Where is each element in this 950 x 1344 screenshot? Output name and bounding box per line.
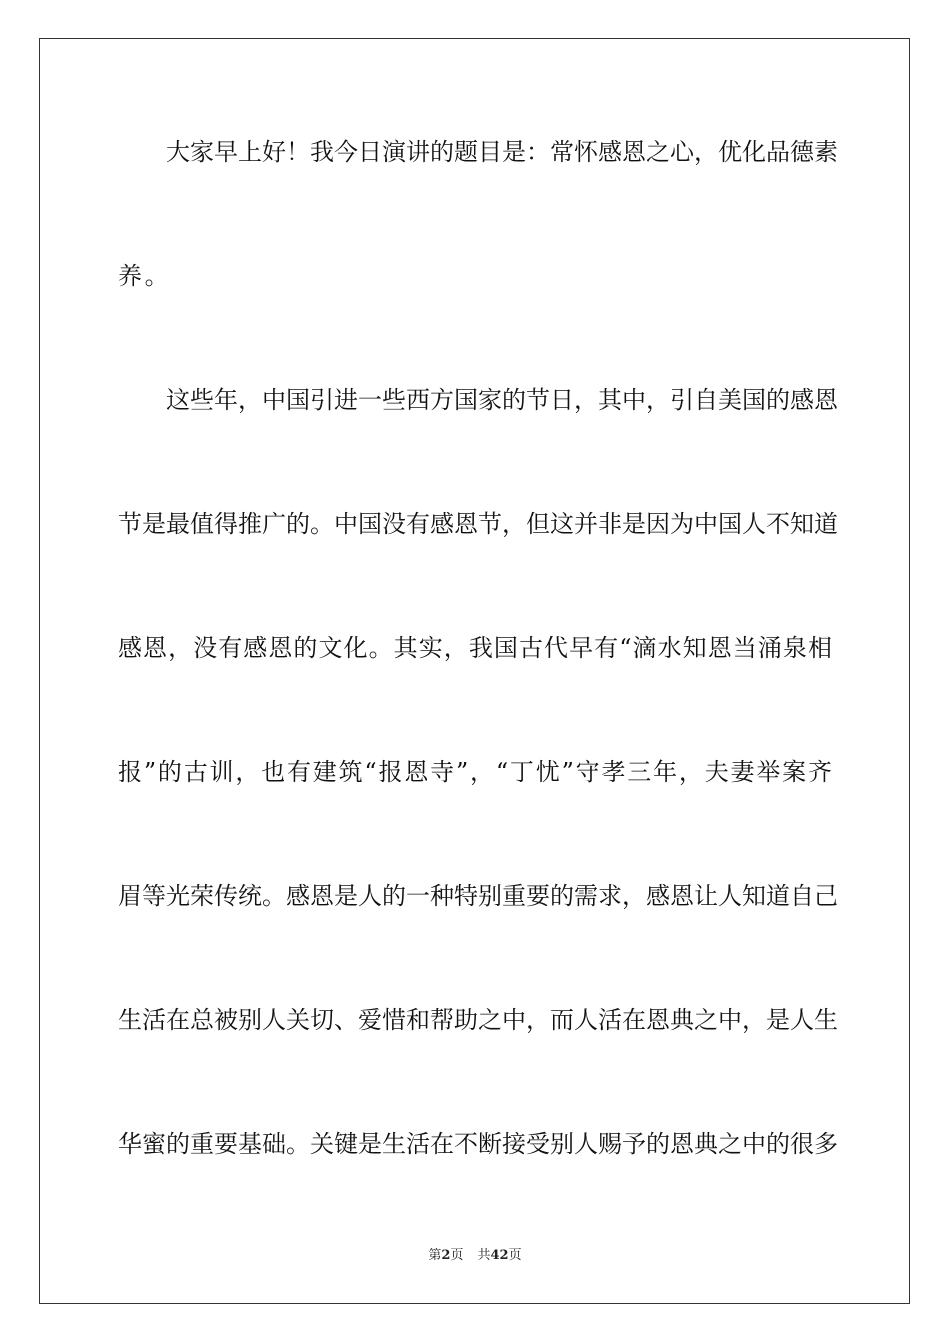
- text-line: 华蜜的重要基础。关键是生活在不断接受别人赐予的恩典之中的很多: [118, 1130, 838, 1158]
- text-line: 节是最值得推广的。中国没有感恩节，但这并非是因为中国人不知道: [118, 510, 838, 538]
- page-suffix: 页: [450, 1248, 464, 1263]
- page-number: 2: [441, 1248, 451, 1263]
- text-line: 大家早上好！我今日演讲的题目是：常怀感恩之心，优化品德素: [166, 138, 838, 166]
- text-line: 这些年，中国引进一些西方国家的节日，其中，引自美国的感恩: [166, 386, 838, 414]
- text-line: 养。: [118, 262, 172, 290]
- text-line: 生活在总被别人关切、爱惜和帮助之中，而人活在恩典之中，是人生: [118, 1006, 838, 1034]
- text-line: 感恩，没有感恩的文化。其实，我国古代早有“滴水知恩当涌泉相: [118, 634, 832, 662]
- page-footer: [0, 1247, 950, 1265]
- total-pages: 42: [490, 1248, 509, 1263]
- text-line: 眉等光荣传统。感恩是人的一种特别重要的需求，感恩让人知道自己: [118, 882, 838, 910]
- page-prefix: 第: [428, 1248, 442, 1263]
- total-prefix: 共: [477, 1248, 491, 1263]
- total-suffix: 页: [508, 1248, 522, 1263]
- page-frame: [39, 38, 910, 1304]
- text-line: 报”的古训，也有建筑“报恩寺”，“丁忧”守孝三年，夫妻举案齐: [118, 758, 832, 786]
